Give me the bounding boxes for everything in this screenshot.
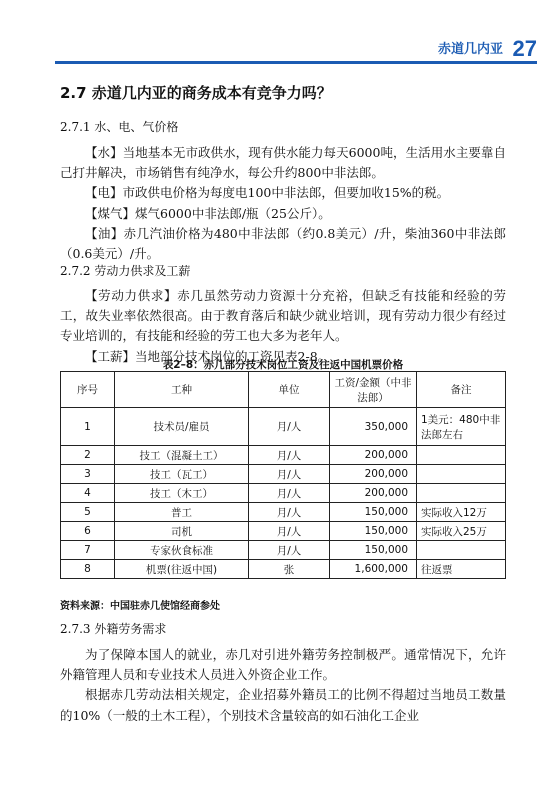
subsection-title-271: 2.7.1 水、电、气价格 bbox=[60, 120, 179, 134]
cell-unit: 月/人 bbox=[249, 465, 330, 484]
table-source: 资料来源：中国驻赤几使馆经商参处 bbox=[60, 601, 220, 612]
header-unit: 单位 bbox=[249, 372, 330, 408]
cell-unit: 月/人 bbox=[249, 446, 330, 465]
cell-no: 1 bbox=[61, 408, 115, 446]
cell-job: 普工 bbox=[115, 503, 249, 522]
water-label: 【水】 bbox=[85, 145, 123, 160]
header-rule bbox=[55, 61, 537, 64]
cell-no: 3 bbox=[61, 465, 115, 484]
cell-note: 1美元：480中非法郎左右 bbox=[417, 408, 506, 446]
table-row bbox=[61, 465, 506, 484]
cell-note: 实际收入25万 bbox=[417, 522, 506, 541]
cell-wage: 150,000 bbox=[330, 541, 417, 560]
cell-no: 8 bbox=[61, 560, 115, 579]
cell-wage: 200,000 bbox=[330, 484, 417, 503]
table-header-row bbox=[61, 372, 506, 408]
cell-note bbox=[417, 446, 506, 465]
labor-text: 赤几虽然劳动力资源十分充裕，但缺乏有技能和经验的劳工，故失业率依然很高。由于教育落后和缺少就业培训，现有劳动力很少有经过专业培训的，有技能和经验的劳工也大多为老年人。 bbox=[60, 288, 506, 344]
gas-paragraph bbox=[60, 204, 506, 224]
cell-unit: 月/人 bbox=[249, 503, 330, 522]
power-label: 【电】 bbox=[85, 185, 123, 201]
cell-unit: 张 bbox=[249, 560, 330, 579]
cell-wage: 200,000 bbox=[330, 446, 417, 465]
wage-table bbox=[60, 371, 506, 579]
labor-label: 【劳动力供求】 bbox=[85, 288, 178, 303]
foreign-labor-paragraph-1: 为了保障本国人的就业，赤几对引进外籍劳务控制极严。通常情况下，允许外籍管理人员和专业技术人员进入外资企业工作。 bbox=[60, 647, 506, 683]
header-note: 备注 bbox=[417, 372, 506, 408]
table-row bbox=[61, 484, 506, 503]
cell-note bbox=[417, 484, 506, 503]
header-wage: 工资/金额（中非法郎） bbox=[330, 372, 417, 408]
cell-wage: 350,000 bbox=[330, 408, 417, 446]
table-row bbox=[61, 408, 506, 446]
cell-note: 实际收入12万 bbox=[417, 503, 506, 522]
table-row bbox=[61, 560, 506, 579]
cell-no: 4 bbox=[61, 484, 115, 503]
table-row bbox=[61, 503, 506, 522]
gas-label: 【煤气】 bbox=[85, 205, 136, 221]
wage-label: 【工薪】 bbox=[85, 348, 136, 364]
cell-job: 技工（木工） bbox=[115, 484, 249, 503]
water-text: 当地基本无市政供水，现有供水能力每天6000吨，生活用水主要靠自己打井解决，市场销售有纯净水，每公升约800中非法郎。 bbox=[60, 145, 506, 181]
section-title: 2.7 赤道几内亚的商务成本有竞争力吗？ bbox=[60, 84, 332, 102]
header-job: 工种 bbox=[115, 372, 249, 408]
labor-paragraph bbox=[60, 286, 506, 347]
cell-job: 技工（混凝土工） bbox=[115, 446, 249, 465]
cell-unit: 月/人 bbox=[249, 408, 330, 446]
cell-note bbox=[417, 541, 506, 560]
cell-wage: 1,600,000 bbox=[330, 560, 417, 579]
table-row bbox=[61, 522, 506, 541]
oil-label: 【油】 bbox=[85, 225, 124, 241]
table-row bbox=[61, 446, 506, 465]
cell-no: 2 bbox=[61, 446, 115, 465]
cell-job: 专家伙食标准 bbox=[115, 541, 249, 560]
page-number: 27 bbox=[512, 36, 537, 61]
power-paragraph bbox=[60, 183, 506, 203]
cell-unit: 月/人 bbox=[249, 522, 330, 541]
cell-unit: 月/人 bbox=[249, 541, 330, 560]
cell-note: 往返票 bbox=[417, 560, 506, 579]
header-no: 序号 bbox=[61, 372, 115, 408]
subsection-title-273: 2.7.3 外籍劳务需求 bbox=[60, 622, 167, 636]
cell-job: 机票(往返中国) bbox=[115, 560, 249, 579]
wage-text: 当地部分技术岗位的工资见表2-8。 bbox=[135, 348, 331, 364]
cell-no: 6 bbox=[61, 522, 115, 541]
utilities-paragraphs bbox=[60, 143, 506, 264]
cell-wage: 200,000 bbox=[330, 465, 417, 484]
cell-wage: 150,000 bbox=[330, 522, 417, 541]
cell-job: 技工（瓦工） bbox=[115, 465, 249, 484]
foreign-labor-paragraphs bbox=[60, 645, 506, 726]
cell-unit: 月/人 bbox=[249, 484, 330, 503]
foreign-labor-paragraph-2: 根据赤几劳动法相关规定，企业招募外籍员工的比例不得超过当地员工数量的10%（一般的土木工程），个别技术含量较高的如石油化工企业 bbox=[60, 687, 506, 723]
water-paragraph bbox=[60, 143, 506, 183]
cell-no: 5 bbox=[61, 503, 115, 522]
table-row bbox=[61, 541, 506, 560]
table-body bbox=[61, 408, 506, 579]
cell-job: 技术员/雇员 bbox=[115, 408, 249, 446]
oil-paragraph bbox=[60, 224, 506, 264]
gas-text: 煤气6000中非法郎/瓶（25公斤）。 bbox=[135, 205, 331, 221]
header-title: 赤道几内亚 bbox=[437, 41, 503, 56]
subsection-title-272: 2.7.2 劳动力供求及工薪 bbox=[60, 264, 191, 278]
oil-text: 赤几汽油价格为480中非法郎（约0.8美元）/升，柴油360中非法郎（0.6美元）/升。 bbox=[60, 225, 506, 262]
labor-paragraphs bbox=[60, 286, 506, 367]
power-text: 市政供电价格为每度电100中非法郎，但要加收15%的税。 bbox=[122, 185, 450, 201]
table-caption: 表2–8：赤几部分技术岗位工资及往返中国机票价格 bbox=[162, 359, 404, 371]
cell-no: 7 bbox=[61, 541, 115, 560]
cell-wage: 150,000 bbox=[330, 503, 417, 522]
cell-note bbox=[417, 465, 506, 484]
cell-job: 司机 bbox=[115, 522, 249, 541]
